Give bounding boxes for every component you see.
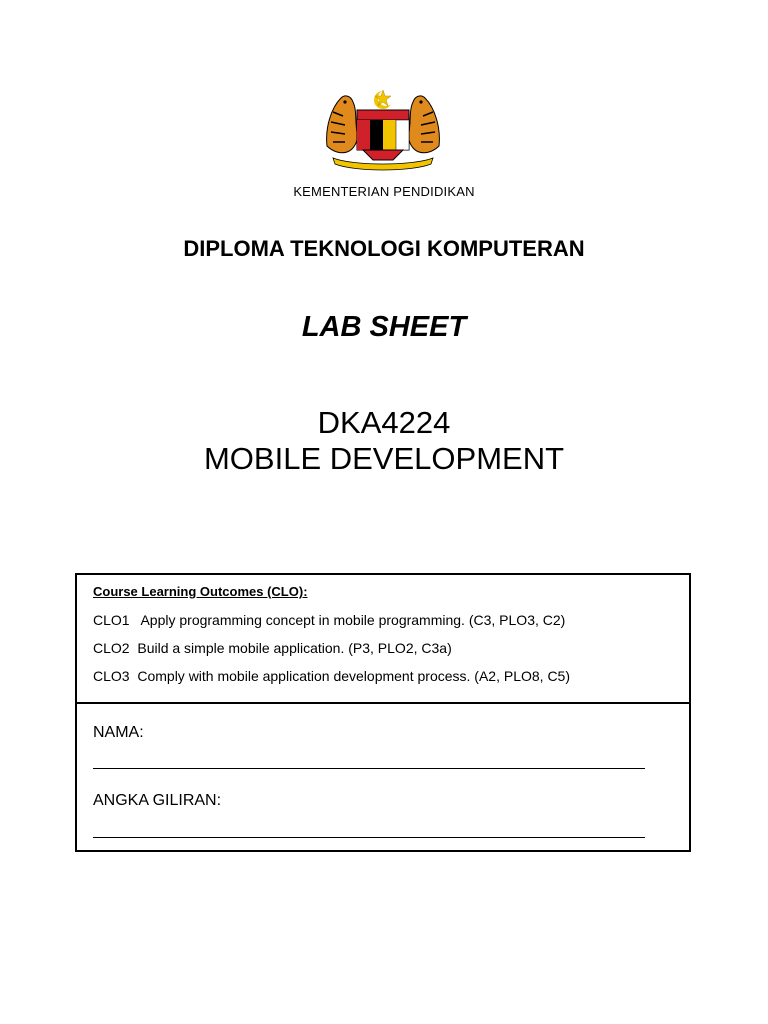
course-name: MOBILE DEVELOPMENT (203, 441, 565, 476)
clo-heading: Course Learning Outcomes (CLO): (93, 584, 308, 599)
clo-item-1: CLO1 Apply programming concept in mobile programming. (C3, PLO3, C2) (93, 612, 566, 628)
name-field-line[interactable] (93, 768, 645, 769)
document-type: LAB SHEET (301, 311, 467, 343)
roll-number-label: ANGKA GILIRAN: (93, 792, 222, 809)
crest (323, 88, 443, 172)
ministry-name: KEMENTERIAN PENDIDIKAN (293, 184, 475, 199)
info-box (75, 573, 691, 852)
name-label: NAMA: (93, 724, 144, 741)
roll-number-field-line[interactable] (93, 837, 645, 838)
program-title: DIPLOMA TEKNOLOGI KOMPUTERAN (183, 236, 585, 261)
course-code: DKA4224 (317, 405, 451, 440)
clo-item-2: CLO2 Build a simple mobile application. (P3, PLO2, C3a) (93, 640, 452, 656)
clo-section (77, 575, 689, 704)
malaysia-coat-of-arms-icon (323, 88, 443, 172)
clo-item-3: CLO3 Comply with mobile application development process. (A2, PLO8, C5) (93, 668, 570, 684)
